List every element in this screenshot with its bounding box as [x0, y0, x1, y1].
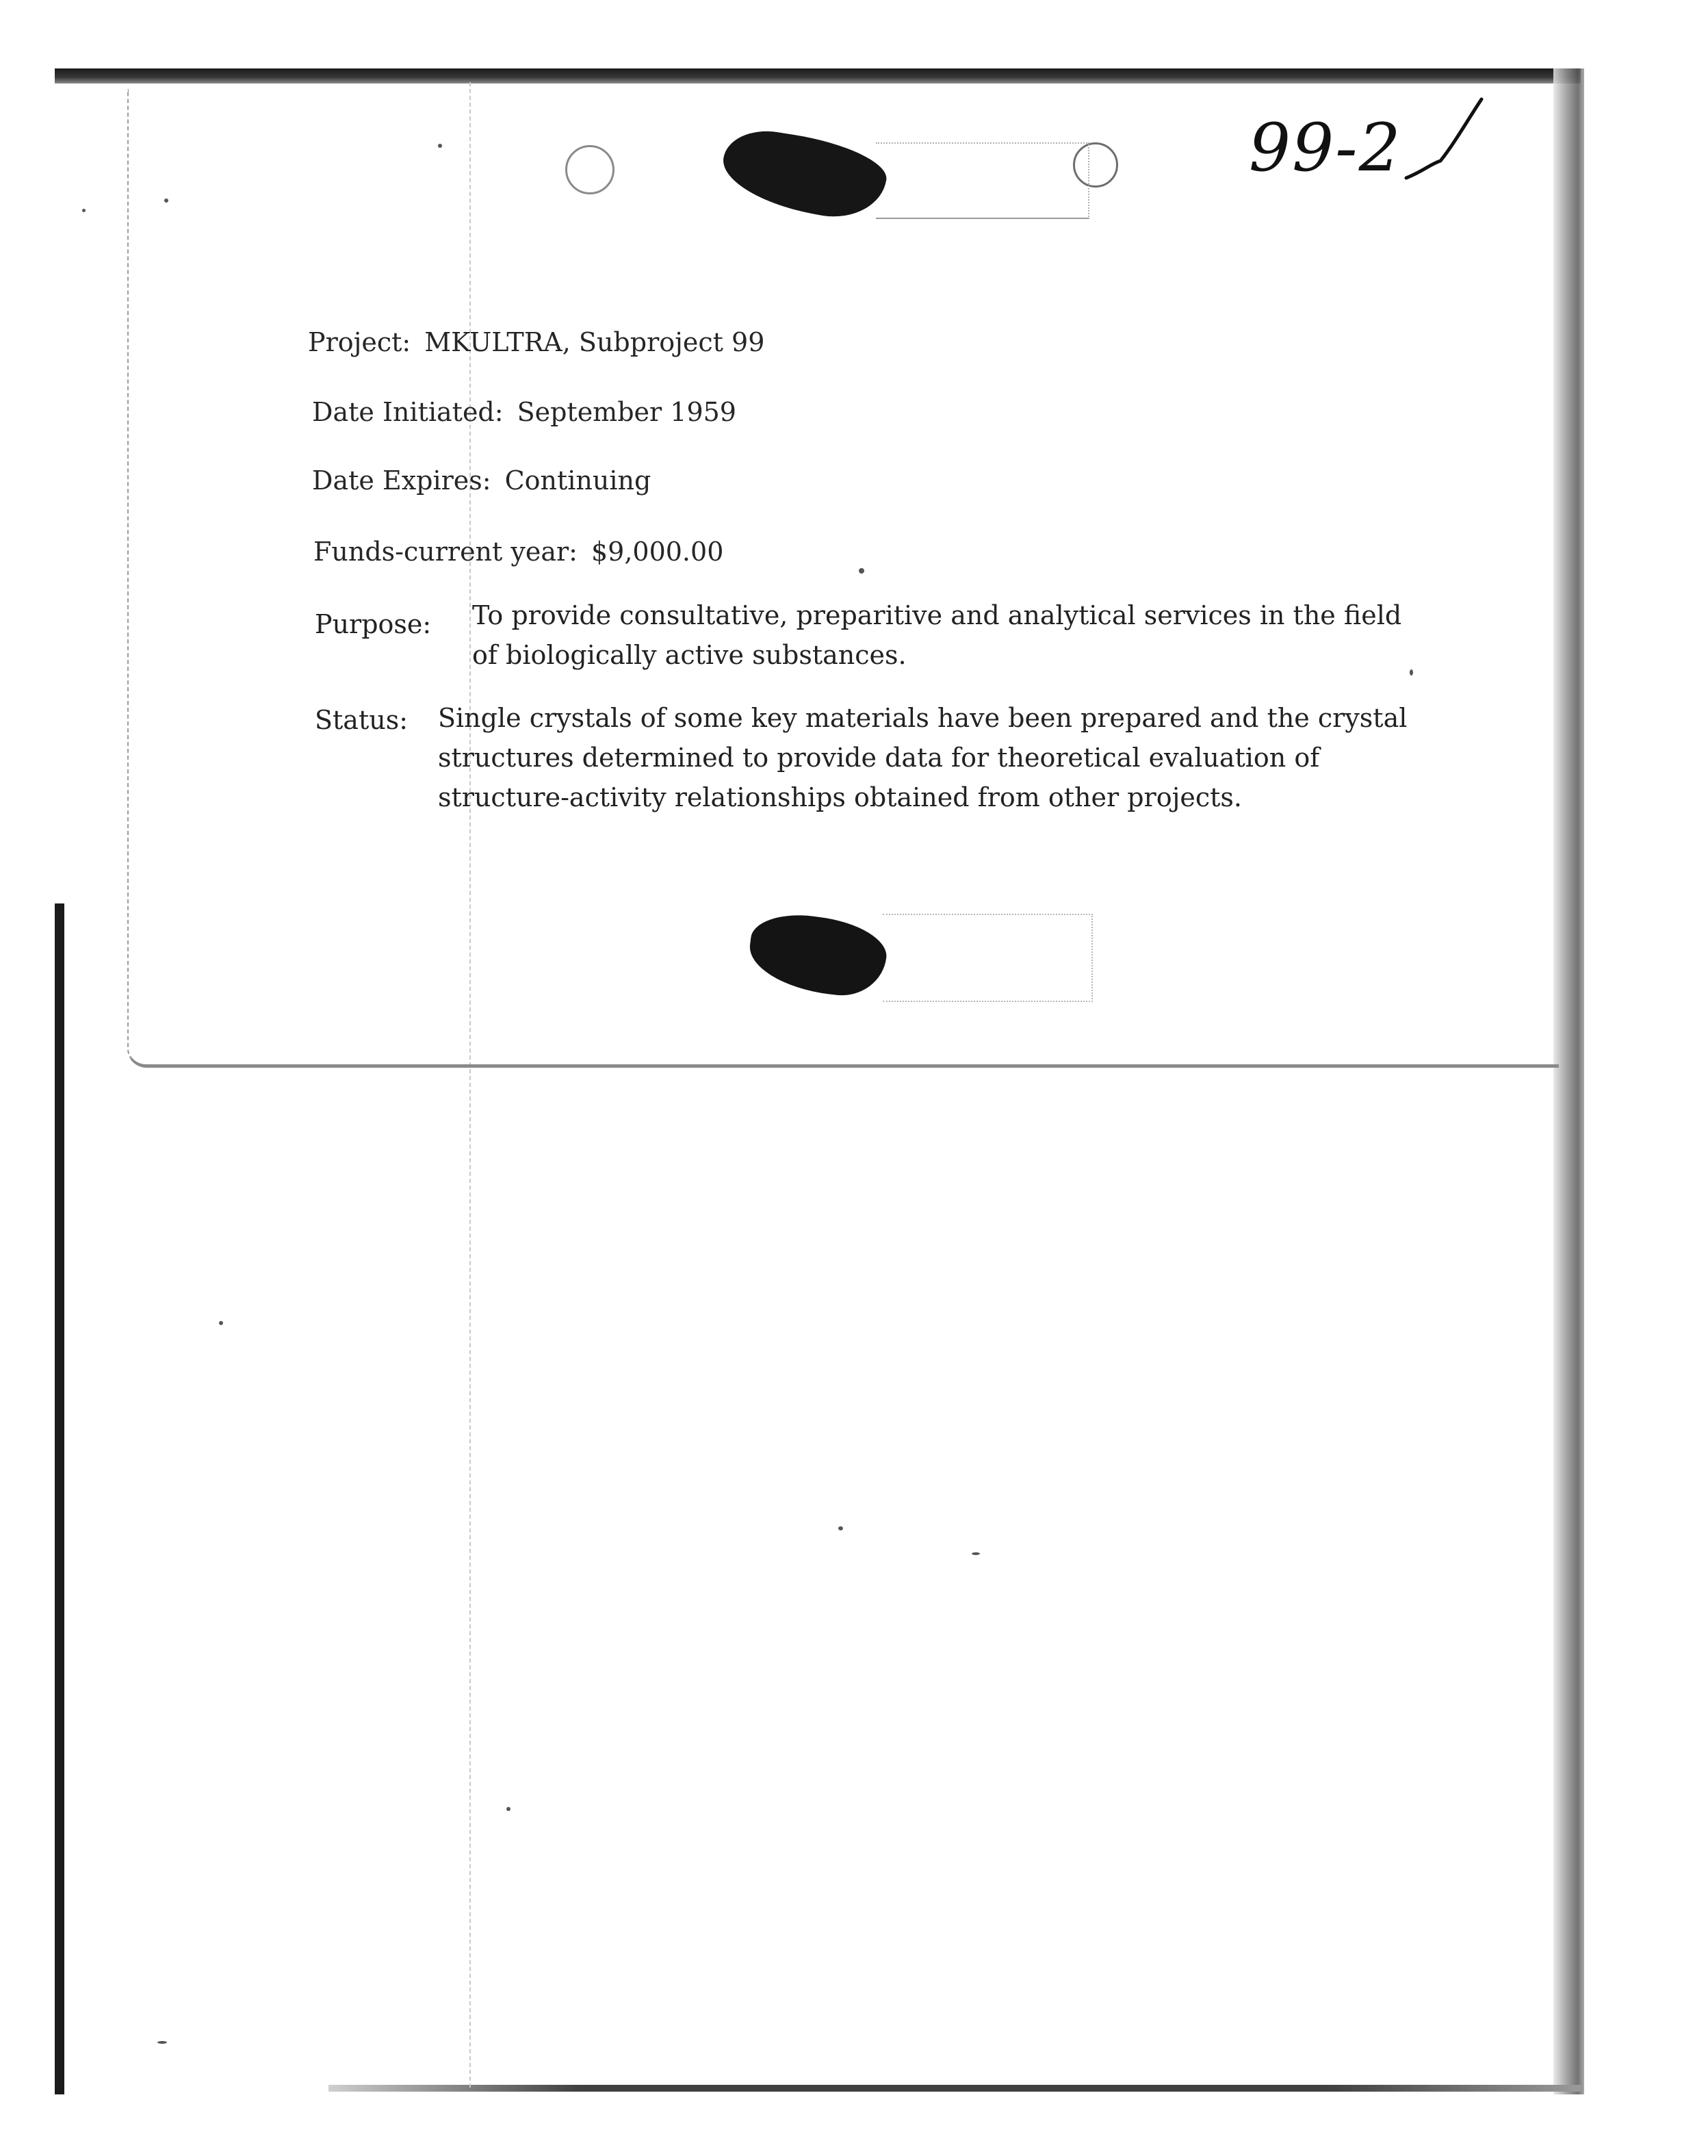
punch-hole-left — [565, 145, 614, 194]
scan-speck — [859, 568, 864, 574]
scan-speck — [219, 1321, 223, 1325]
date-expires-field — [312, 465, 651, 496]
redaction-frame-bottom — [883, 914, 1093, 1002]
date-expires-label: Date Expires: — [312, 465, 491, 496]
date-initiated-field — [312, 397, 736, 427]
scan-speck — [1410, 669, 1413, 676]
project-field — [308, 327, 764, 357]
project-value: MKULTRA, Subproject 99 — [424, 327, 765, 357]
status-text: Single crystals of some key materials have been prepared and the crystal structures determined to provide data for theoretical evaluation of structure-activity relationships obtained from other projects. — [438, 703, 1408, 812]
date-initiated-label: Date Initiated: — [312, 397, 504, 427]
scan-speck — [506, 1807, 510, 1811]
scan-edge-bottom — [328, 2085, 1581, 2092]
purpose-block — [315, 595, 1410, 691]
purpose-label: Purpose: — [315, 609, 432, 639]
funds-label: Funds-current year: — [313, 537, 578, 567]
scan-speck — [164, 198, 168, 203]
scan-speck — [838, 1526, 843, 1530]
scan-speck — [972, 1552, 980, 1555]
redaction-frame-top — [876, 142, 1089, 219]
funds-field — [313, 537, 723, 567]
check-mark-icon — [1403, 96, 1485, 185]
handwritten-annotation: 99-2 — [1249, 110, 1402, 186]
scan-speck — [157, 2041, 167, 2044]
date-initiated-value: September 1959 — [517, 397, 736, 427]
purpose-text: To provide consultative, preparitive and analytical services in the field of biologically active substances. — [472, 600, 1402, 670]
funds-value: $9,000.00 — [591, 537, 724, 567]
document-card — [127, 89, 1559, 1068]
date-expires-value: Continuing — [504, 465, 651, 496]
scan-speck — [82, 209, 86, 212]
status-block — [315, 698, 1437, 862]
scan-edge-left — [55, 903, 64, 2094]
scan-speck — [438, 144, 442, 148]
scan-edge-top — [55, 68, 1581, 84]
project-label: Project: — [308, 327, 411, 357]
status-label: Status: — [315, 705, 409, 735]
